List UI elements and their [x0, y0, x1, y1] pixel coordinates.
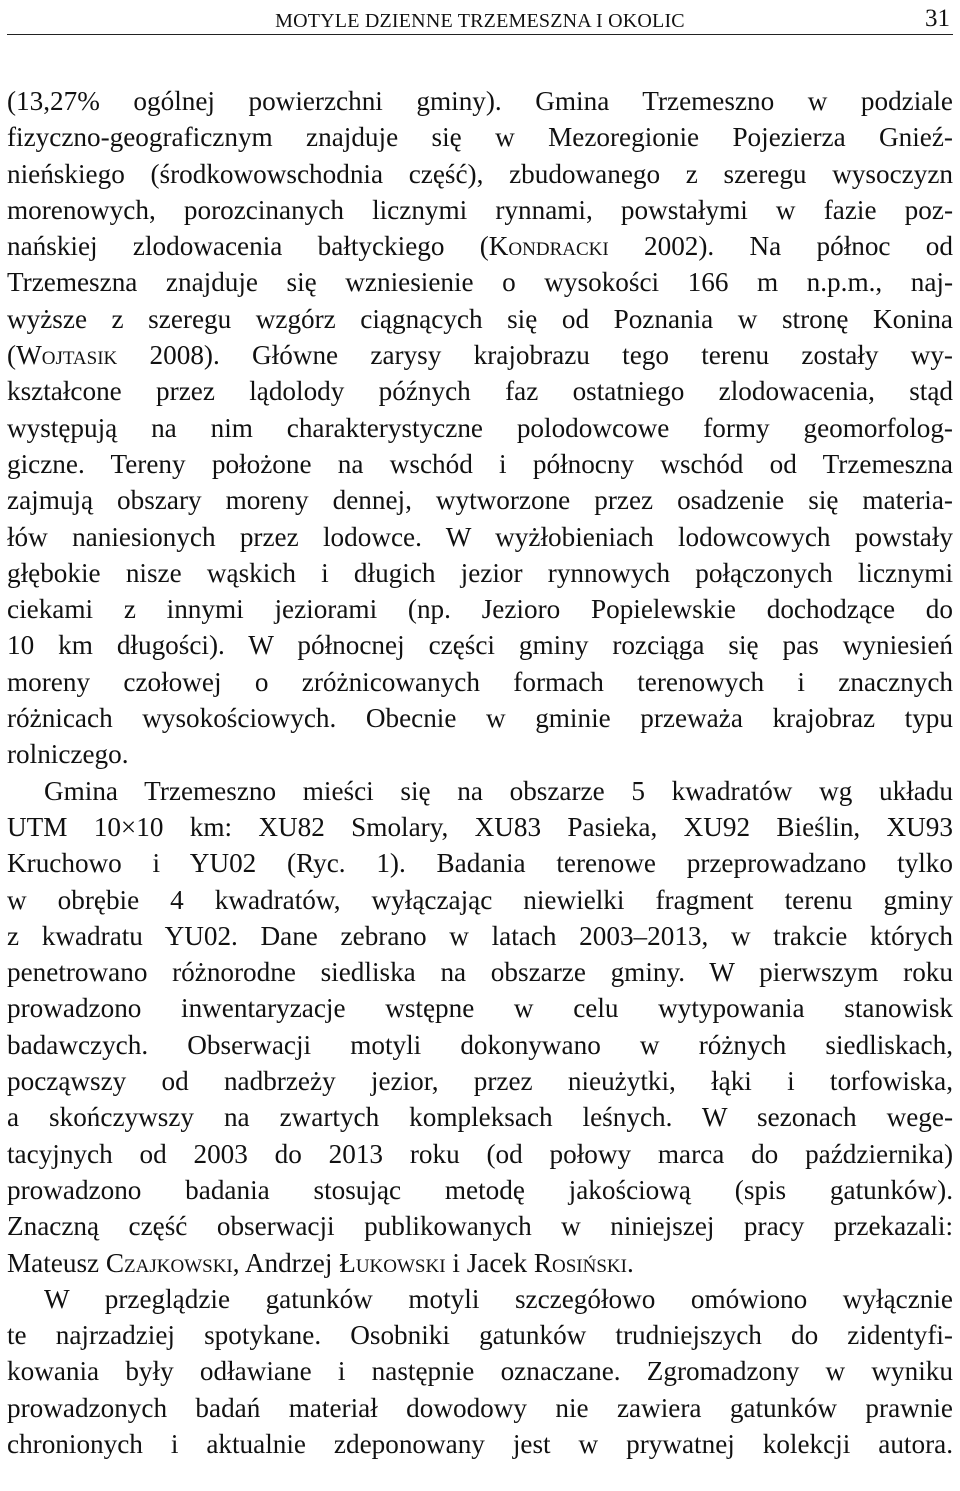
- text-span: 2002). Na północ od: [608, 231, 953, 262]
- text-span: Mateusz: [7, 1247, 106, 1278]
- text-line: morenowych, porozcinanych licznymi rynnami, powstałymi w fazie poz-: [7, 194, 953, 225]
- author-name: Czajkowski: [105, 1247, 233, 1278]
- text-line: Trzemeszna znajduje się wzniesienie o wysokości 166 m n.p.m., naj-: [7, 267, 953, 298]
- text-line: prowadzono inwentaryzacje wstępne w celu wytypowania stanowisk: [7, 993, 953, 1024]
- text-span: .: [626, 1247, 634, 1278]
- author-name: Łukowski: [339, 1247, 446, 1278]
- text-line: prowadzonych badań materiał dowodowy nie zawiera gatunków prawnie: [7, 1392, 953, 1423]
- text-line: Znaczną część obserwacji publikowanych w niniejszej pracy przekazali:: [7, 1211, 953, 1242]
- text-line: a skończywszy na zwartych kompleksach leśnych. W sezonach wege-: [7, 1102, 953, 1133]
- text-line: Gmina Trzemeszno mieści się na obszarze 5 kwadratów wg układu: [44, 775, 953, 806]
- text-line: moreny czołowej o zróżnicowanych formach terenowych i znacznych: [7, 666, 953, 697]
- text-span: 2008). Główne zarysy krajobrazu tego terenu zostały wy-: [117, 340, 953, 371]
- text-line: wyższe z szeregu wzgórz ciągnących się od Poznania w stronę Konina: [7, 303, 953, 334]
- text-line: tacyjnych od 2003 do 2013 roku (od połowy marca do października): [7, 1138, 953, 1169]
- text-line: z kwadratu YU02. Dane zebrano w latach 2003–2013, w trakcie których: [7, 920, 953, 951]
- text-line: kształcone przez lądolody późnych faz ostatniego zlodowacenia, stąd: [7, 376, 953, 407]
- page-number: 31: [925, 5, 950, 32]
- text-line: ciekami z innymi jeziorami (np. Jezioro Popielewskie dochodzące do: [7, 594, 953, 625]
- body-text: [7, 83, 953, 1462]
- text-line: Kruchowo i YU02 (Ryc. 1). Badania terenowe przeprowadzano tylko: [7, 848, 953, 879]
- text-line: [7, 228, 953, 264]
- text-line: chronionych i aktualnie zdeponowany jest w prywatnej kolekcji autora.: [7, 1428, 953, 1459]
- text-line: różnicach wysokościowych. Obecnie w gminie przeważa krajobraz typu: [7, 703, 953, 734]
- text-line: UTM 10×10 km: XU82 Smolary, XU83 Pasieka, XU92 Bieślin, XU93: [7, 811, 953, 842]
- text-line: kowania były odławiane i następnie oznaczane. Zgromadzony w wyniku: [7, 1356, 953, 1387]
- text-line: rolniczego.: [7, 739, 129, 770]
- running-header: [7, 4, 953, 35]
- text-line: giczne. Tereny położone na wschód i północny wschód od Trzemeszna: [7, 448, 953, 479]
- text-line: prowadzono badania stosując metodę jakościową (spis gatunków).: [7, 1174, 953, 1205]
- author-name: Rosiński: [533, 1247, 627, 1278]
- text-line: penetrowano różnorodne siedliska na obszarze gminy. W pierwszym roku: [7, 957, 953, 988]
- text-line: fizyczno-geograficznym znajduje się w Mezoregionie Pojezierza Gnieź-: [7, 122, 953, 153]
- author-name: Kondracki: [488, 231, 609, 262]
- text-line: [7, 1245, 953, 1281]
- text-line: występują na nim charakterystyczne polodowcowe formy geomorfolog-: [7, 412, 953, 443]
- text-line: zajmują obszary moreny dennej, wytworzone przez osadzenie się materia-: [7, 485, 953, 516]
- text-line: W przeglądzie gatunków motyli szczegółowo omówiono wyłącznie: [44, 1283, 953, 1314]
- author-name: Wojtasik: [16, 340, 118, 371]
- text-line: badawczych. Obserwacji motyli dokonywano w różnych siedliskach,: [7, 1029, 953, 1060]
- text-line: w obrębie 4 kwadratów, wyłączając niewielki fragment terenu gminy: [7, 884, 953, 915]
- text-span: i Jacek: [445, 1247, 534, 1278]
- running-title: MOTYLE DZIENNE TRZEMESZNA I OKOLIC: [275, 10, 685, 32]
- text-line: 10 km długości). W północnej części gminy rozciąga się pas wyniesień: [7, 630, 953, 661]
- text-span: nańskiej zlodowacenia bałtyckiego (: [7, 231, 489, 262]
- text-line: począwszy od nadbrzeży jezior, przez nieużytki, łąki i torfowiska,: [7, 1066, 953, 1097]
- text-span: (: [7, 340, 17, 371]
- text-line: nieńskiego (środkowowschodnia część), zbudowanego z szeregu wysoczyzn: [7, 158, 953, 189]
- text-line: [7, 337, 953, 373]
- text-line: te najrzadziej spotykane. Osobniki gatunków trudniejszych do zidentyfi-: [7, 1320, 953, 1351]
- text-line: (13,27% ogólnej powierzchni gminy). Gmina Trzemeszno w podziale: [7, 86, 953, 116]
- text-span: , Andrzej: [232, 1247, 340, 1278]
- text-line: głębokie nisze wąskich i długich jezior rynnowych połączonych licznymi: [7, 557, 953, 588]
- text-line: łów naniesionych przez lodowce. W wyżłobieniach lodowcowych powstały: [7, 521, 953, 552]
